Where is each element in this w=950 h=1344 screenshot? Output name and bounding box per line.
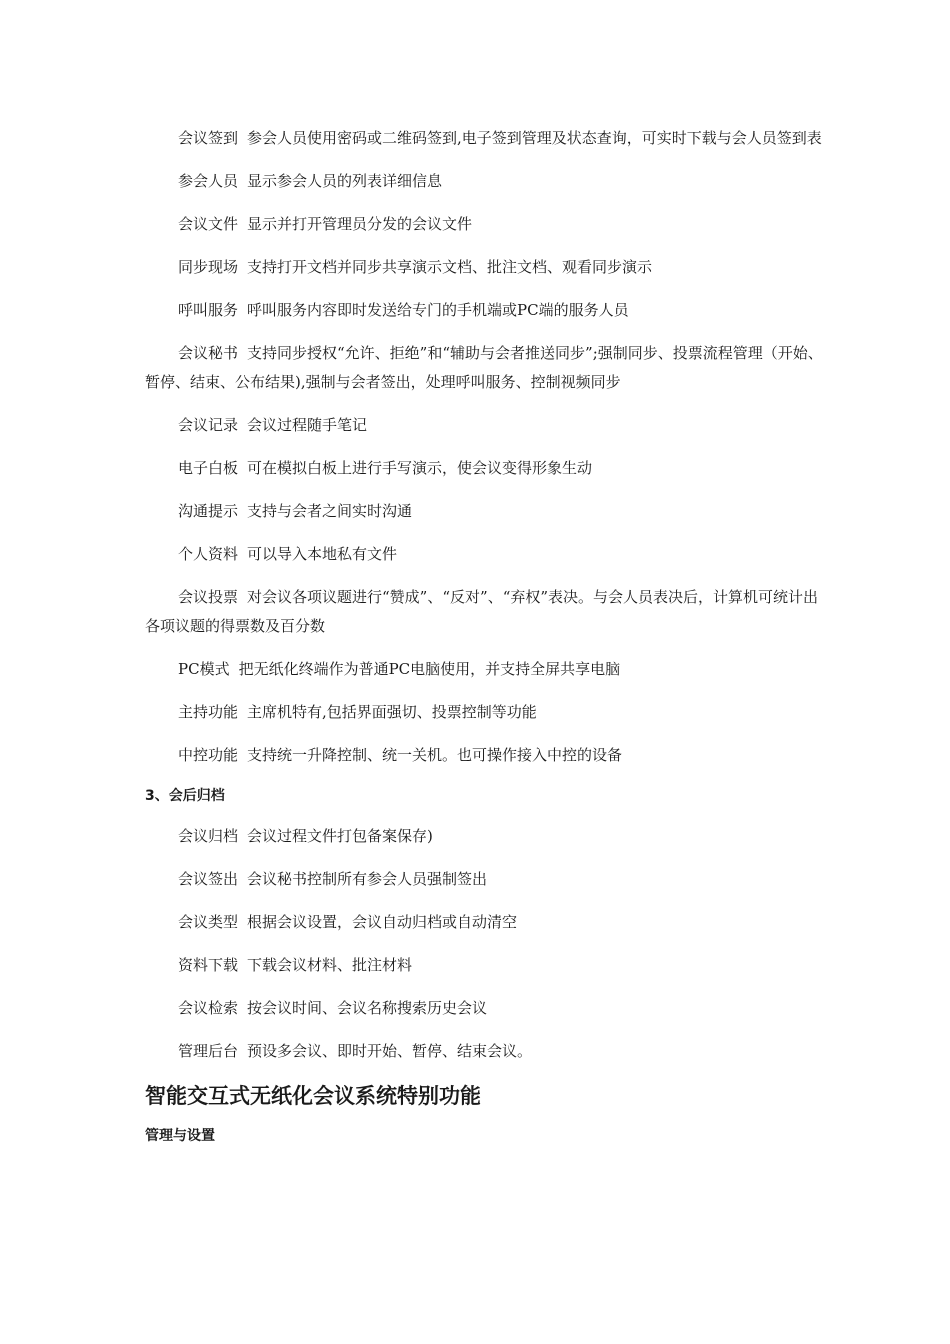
feature-desc: 下载会议材料、批注材料: [247, 956, 413, 974]
feature-paragraph: [145, 540, 825, 569]
feature-term: 会议类型: [178, 913, 239, 931]
feature-term: 同步现场: [178, 258, 239, 276]
feature-term: 会议秘书: [178, 344, 239, 362]
in-meeting-list: [145, 124, 825, 770]
feature-paragraph: [145, 822, 825, 851]
feature-desc: 显示参会人员的列表详细信息: [247, 172, 443, 190]
feature-paragraph: [145, 865, 825, 894]
feature-paragraph: [145, 583, 825, 641]
feature-term: 会议签出: [178, 870, 239, 888]
feature-paragraph: [145, 951, 825, 980]
feature-paragraph: [145, 655, 825, 684]
feature-term: PC模式: [178, 660, 230, 678]
feature-term: 电子白板: [178, 459, 239, 477]
feature-term: 会议归档: [178, 827, 239, 845]
subsection-heading-management: 管理与设置: [145, 1128, 215, 1144]
feature-term: 呼叫服务: [178, 301, 239, 319]
document-body: [145, 124, 825, 1148]
feature-paragraph: [145, 698, 825, 727]
feature-desc: 支持打开文档并同步共享演示文档、批注文档、观看同步演示: [247, 258, 653, 276]
feature-term: 个人资料: [178, 545, 239, 563]
feature-paragraph: [145, 296, 825, 325]
feature-term: 管理后台: [178, 1042, 239, 1060]
feature-desc: 会议过程随手笔记: [247, 416, 368, 434]
feature-desc: 根据会议设置，会议自动归档或自动清空: [247, 913, 518, 931]
feature-desc: 支持与会者之间实时沟通: [247, 502, 413, 520]
feature-desc: 会议秘书控制所有参会人员强制签出: [247, 870, 488, 888]
feature-desc: 可以导入本地私有文件: [247, 545, 398, 563]
feature-term: 参会人员: [178, 172, 239, 190]
feature-desc: 把无纸化终端作为普通PC电脑使用，并支持全屏共享电脑: [238, 660, 621, 678]
feature-term: 会议记录: [178, 416, 239, 434]
feature-term: 中控功能: [178, 746, 239, 764]
feature-desc: 支持同步授权“允许、拒绝”和“辅助与会者推送同步”;强制同步、投票流程管理（开始、暂停、结束、公布结果),强制与会者签出，处理呼叫服务、控制视频同步: [145, 344, 823, 391]
feature-paragraph: [145, 1037, 825, 1066]
feature-desc: 对会议各项议题进行“赞成”、“反对”、“弃权”表决。与会人员表决后，计算机可统计出各项议题的得票数及百分数: [145, 588, 819, 635]
feature-term: 会议投票: [178, 588, 239, 606]
section-heading-after-meeting: 3、会后归档: [145, 788, 225, 804]
feature-paragraph: [145, 124, 825, 153]
feature-paragraph: [145, 210, 825, 239]
feature-desc: 按会议时间、会议名称搜索历史会议: [247, 999, 488, 1017]
feature-term: 主持功能: [178, 703, 239, 721]
feature-paragraph: [145, 908, 825, 937]
feature-desc: 支持统一升降控制、统一关机。也可操作接入中控的设备: [247, 746, 623, 764]
section-heading-special-features: 智能交互式无纸化会议系统特别功能: [145, 1084, 481, 1108]
feature-paragraph: [145, 994, 825, 1023]
feature-paragraph: [145, 741, 825, 770]
feature-term: 会议检索: [178, 999, 239, 1017]
feature-paragraph: [145, 497, 825, 526]
feature-desc: 呼叫服务内容即时发送给专门的手机端或PC端的服务人员: [247, 301, 629, 319]
feature-term: 会议签到: [178, 129, 239, 147]
feature-term: 资料下载: [178, 956, 239, 974]
feature-term: 沟通提示: [178, 502, 239, 520]
feature-term: 会议文件: [178, 215, 239, 233]
feature-desc: 可在模拟白板上进行手写演示，使会议变得形象生动: [247, 459, 593, 477]
feature-desc: 参会人员使用密码或二维码签到,电子签到管理及状态查询，可实时下载与会人员签到表: [247, 129, 822, 147]
feature-paragraph: [145, 253, 825, 282]
feature-paragraph: [145, 167, 825, 196]
feature-paragraph: [145, 411, 825, 440]
feature-desc: 预设多会议、即时开始、暂停、结束会议。: [247, 1042, 533, 1060]
after-meeting-list: [145, 822, 825, 1066]
feature-desc: 会议过程文件打包备案保存): [247, 827, 433, 845]
feature-paragraph: [145, 454, 825, 483]
feature-desc: 主席机特有,包括界面强切、投票控制等功能: [247, 703, 537, 721]
feature-paragraph: [145, 339, 825, 397]
feature-desc: 显示并打开管理员分发的会议文件: [247, 215, 473, 233]
